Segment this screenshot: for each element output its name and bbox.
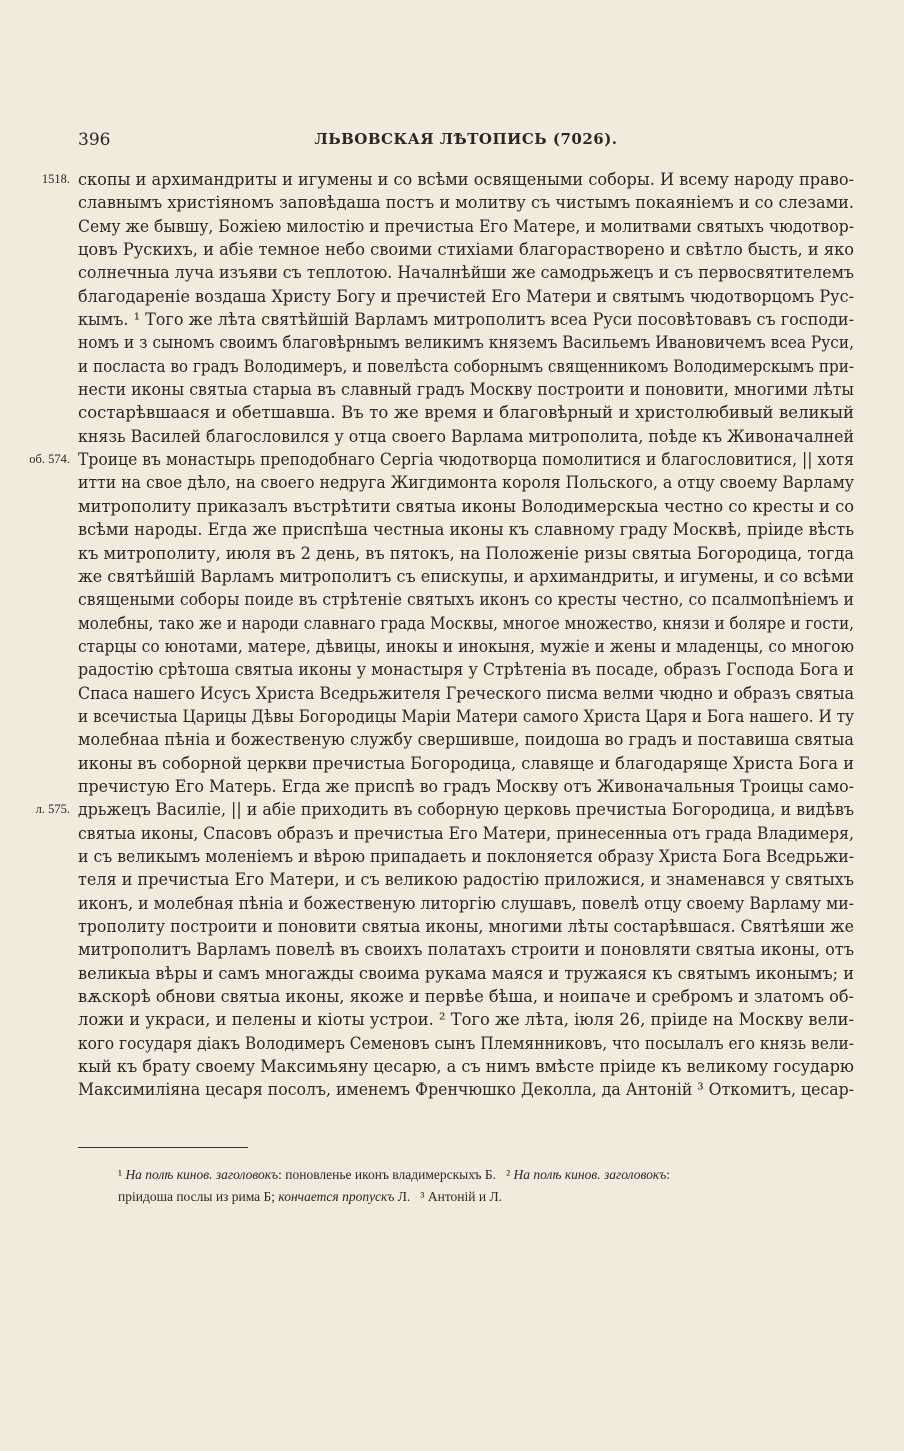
text-line-content: князь Василей благословился у отца своего Варлама митрополита, поѣде къ Живоначалней <box>78 426 854 446</box>
text-line-content: трополиту построити и поновити святыа иконы, многими лѣты состарѣвшася. Святѣяши же <box>78 917 854 936</box>
text-line-content: Спаса нашего Исусъ Христа Вседрьжителя Греческого писма велми чюдно и образъ святыа <box>78 683 854 703</box>
text-line-content: и посласта во градъ Володимеръ, и повелѣста соборнымъ священникомъ Володимерскымъ при- <box>78 356 854 376</box>
footnote-line <box>118 1186 858 1208</box>
footnotes <box>118 1164 858 1208</box>
text-line-content: митрополиту приказалъ въстрѣтити святыа иконы Володимерскыа честно со кресты и со <box>78 496 854 516</box>
text-line <box>78 542 854 565</box>
footnote-text: Л. <box>394 1189 411 1204</box>
text-line <box>78 915 854 938</box>
text-line-content: кого государя діакъ Володимеръ Семеновъ сынъ Племянниковъ, что посылалъ его князь вели- <box>78 1033 854 1053</box>
text-line <box>78 822 854 845</box>
footnote-line <box>118 1164 858 1186</box>
text-line-content: молебны, тако же и народи славнаго града Москвы, многое множество, князи и боляре и гости, <box>78 613 854 633</box>
footnote-marker: ² <box>506 1167 511 1182</box>
text-line-content: Троице въ монастырь преподобнаго Сергіа чюдотворца помолитися и благословитися, || хотя <box>78 450 854 470</box>
footnote-source: На полѣ кинов. заголовокъ <box>125 1167 279 1182</box>
text-line <box>78 845 854 868</box>
text-line-content: митрополитъ Варламъ повелѣ въ своихъ полатахъ строити и поновляти святыа иконы, отъ <box>78 940 854 960</box>
text-line <box>78 985 854 1008</box>
text-line-content: священыми соборы поиде въ стрѣтеніе святыхъ иконъ со кресты честно, со псалмопѣніемъ и <box>78 590 854 610</box>
text-line <box>78 658 854 681</box>
text-line <box>78 565 854 588</box>
text-line-content: и всечистыа Царицы Дѣвы Богородицы Маріи Матери самого Христа Царя и Бога нашего. И ту <box>78 706 854 726</box>
chronicle-text <box>29 168 854 1102</box>
text-line <box>78 612 854 635</box>
text-line-content: кымъ. ¹ Того же лѣта святѣйшій Варламъ митрополитъ всеа Руси посовѣтовавъ съ господи- <box>78 310 854 330</box>
text-line-content: благодареніе воздаша Христу Богу и пречистей Его Матери и святымъ чюдотворцомъ Рус- <box>78 286 854 306</box>
text-line-content: состарѣвшаася и обетшавша. Въ то же время и благовѣрный и христолюбивый великый <box>78 403 854 423</box>
text-line-content: скопы и архимандриты и игумены и со всѣми освящеными соборы. И всему народу право- <box>78 170 854 189</box>
text-line <box>78 331 854 354</box>
text-line-content: номъ и з сыномъ своимъ благовѣрнымъ великимъ княземъ Васильемъ Ивановичемъ всеа Руси, <box>78 333 854 353</box>
margin-note: л. 575. <box>35 802 70 817</box>
text-line <box>78 215 854 238</box>
text-line-content: Сему же бывшу, Божіею милостію и пречистыа Его Матере, и молитвами святыхъ чюдотвор- <box>78 216 854 236</box>
text-line <box>78 728 854 751</box>
text-line <box>35 798 854 821</box>
text-line <box>78 1055 854 1078</box>
text-line-content: кый къ брату своему Максимьяну цесарю, а съ нимъ вмѣсте пріиде къ великому государю <box>78 1057 854 1077</box>
text-line <box>78 355 854 378</box>
text-line <box>78 1032 854 1055</box>
text-line <box>78 425 854 448</box>
text-line-content: иконы въ соборной церкви пречистыа Богородица, славяще и благодаряще Христа Бога и <box>78 753 854 773</box>
footnote-rule <box>78 1147 248 1148</box>
footnote-source: На полѣ кинов. заголовокъ <box>513 1167 667 1182</box>
text-line <box>78 191 854 214</box>
text-line <box>78 962 854 985</box>
text-line-content: ложи и украси, и пелены и кіоты устрои. ² Того же лѣта, іюля 26, пріиде на Москву вели- <box>78 1010 854 1030</box>
text-line-content: къ митрополиту, июля въ 2 день, въ пятокъ, на Положеніе ризы святыа Богородица, тогда <box>78 543 854 563</box>
footnote-source: кончается пропускъ <box>278 1189 395 1204</box>
text-line-content: старцы со юнотами, матере, дѣвицы, инокы и инокыня, мужіе и жены и младенцы, со многою <box>78 636 854 656</box>
footnote-text: : <box>666 1167 670 1182</box>
text-line <box>41 168 854 191</box>
text-line <box>78 635 854 658</box>
text-line <box>78 705 854 728</box>
text-line-content: великыа вѣры и самъ многажды своима рукама маяся и тружаяся къ святымъ иконымъ; и <box>78 963 854 983</box>
page-header <box>78 130 854 154</box>
text-line-content: вѫскорѣ обнови святыа иконы, якоже и первѣе бѣша, и ноипаче и сребромъ и златомъ об- <box>78 987 854 1007</box>
text-line <box>78 308 854 331</box>
margin-note: об. 574. <box>29 452 70 467</box>
text-line <box>78 752 854 775</box>
text-line <box>29 448 854 471</box>
text-line <box>78 518 854 541</box>
text-line-content: и съ великымъ моленіемъ и вѣрою припадаеть и поклоняется образу Христа Бога Вседрьжи- <box>78 846 854 866</box>
text-line-content: дрьжецъ Василіе, || и абіе приходить въ соборную церковь пречистыа Богородица, и видѣвъ <box>78 800 854 820</box>
text-line <box>78 868 854 891</box>
text-line <box>78 775 854 798</box>
text-line <box>78 401 854 424</box>
text-line <box>78 471 854 494</box>
footnote-marker: ¹ <box>118 1167 123 1182</box>
text-line <box>78 588 854 611</box>
text-line-content: солнечныа луча изъяви съ теплотою. Началнѣйши же самодрьжецъ и съ первосвятителемъ <box>78 263 854 283</box>
margin-note: 1518. <box>41 172 70 186</box>
footnote-marker: ³ <box>420 1189 425 1204</box>
text-line-content: пречистую Его Матерь. Егда же приспѣ во градъ Москву отъ Живоначальныя Троицы само- <box>78 776 854 796</box>
text-line <box>78 378 854 401</box>
page-number: 396 <box>78 130 111 150</box>
text-line-content: радостію срѣтоша святыа иконы у монастыря у Стрѣтеніа въ посаде, образъ Господа Бога и <box>78 660 854 680</box>
text-line <box>78 1008 854 1031</box>
text-line-content: славнымъ христіяномъ заповѣдаша постъ и молитву съ чистымъ покаяніемъ и со слезами. <box>78 193 854 213</box>
text-line-content: же святѣйшій Варламъ митрополитъ съ епискупы, и архимандриты, и игумены, и со всѣми <box>78 566 854 586</box>
text-line-content: теля и пречистыа Его Матери, и съ великою радостію приложися, и знаменався у святыхъ <box>78 870 854 890</box>
text-line-content: всѣми народы. Егда же приспѣша честныа иконы къ славному граду Москвѣ, пріиде вѣсть <box>78 520 854 540</box>
text-line-content: нести иконы святыа старыа въ славный градъ Москву построити и поновити, многими лѣты <box>78 380 854 400</box>
text-line <box>78 238 854 261</box>
footnote-text: Антоній и Л. <box>424 1189 502 1204</box>
text-line-content: святыа иконы, Спасовъ образъ и пречистыа Его Матери, принесенныа отъ града Владимеря, <box>78 823 854 843</box>
text-line <box>78 1078 854 1101</box>
footnote-text: : поновленье иконъ владимерскыхъ Б. <box>278 1167 496 1182</box>
text-line <box>78 261 854 284</box>
text-line <box>78 495 854 518</box>
text-line-content: иконъ, и молебная пѣніа и божественую литоргію слушавъ, повелѣ отцу своему Варламу ми- <box>78 893 854 913</box>
running-head: ЛЬВОВСКАЯ ЛѢТОПИСЬ (7026). <box>314 130 618 148</box>
text-line <box>78 892 854 915</box>
text-line-content: цовъ Рускихъ, и абіе темное небо своими стихіами благорастворено и свѣтло бысть, и яко <box>78 240 854 260</box>
text-line-content: Максимиліяна цесаря посолъ, именемъ Френчюшко Деколла, да Антоній ³ Откомитъ, цесар- <box>78 1080 854 1100</box>
text-line <box>78 682 854 705</box>
text-line-content: итти на свое дѣло, на своего недруга Жигдимонта короля Польского, а отцу своему Варламу <box>78 473 854 493</box>
text-line-content: молебнаа пѣніа и божественую службу свершивше, поидоша во градъ и поставиша святыа <box>78 730 854 750</box>
footnote-text: пріидоша послы из рима Б; <box>118 1189 276 1204</box>
text-line <box>78 285 854 308</box>
text-line <box>78 938 854 961</box>
